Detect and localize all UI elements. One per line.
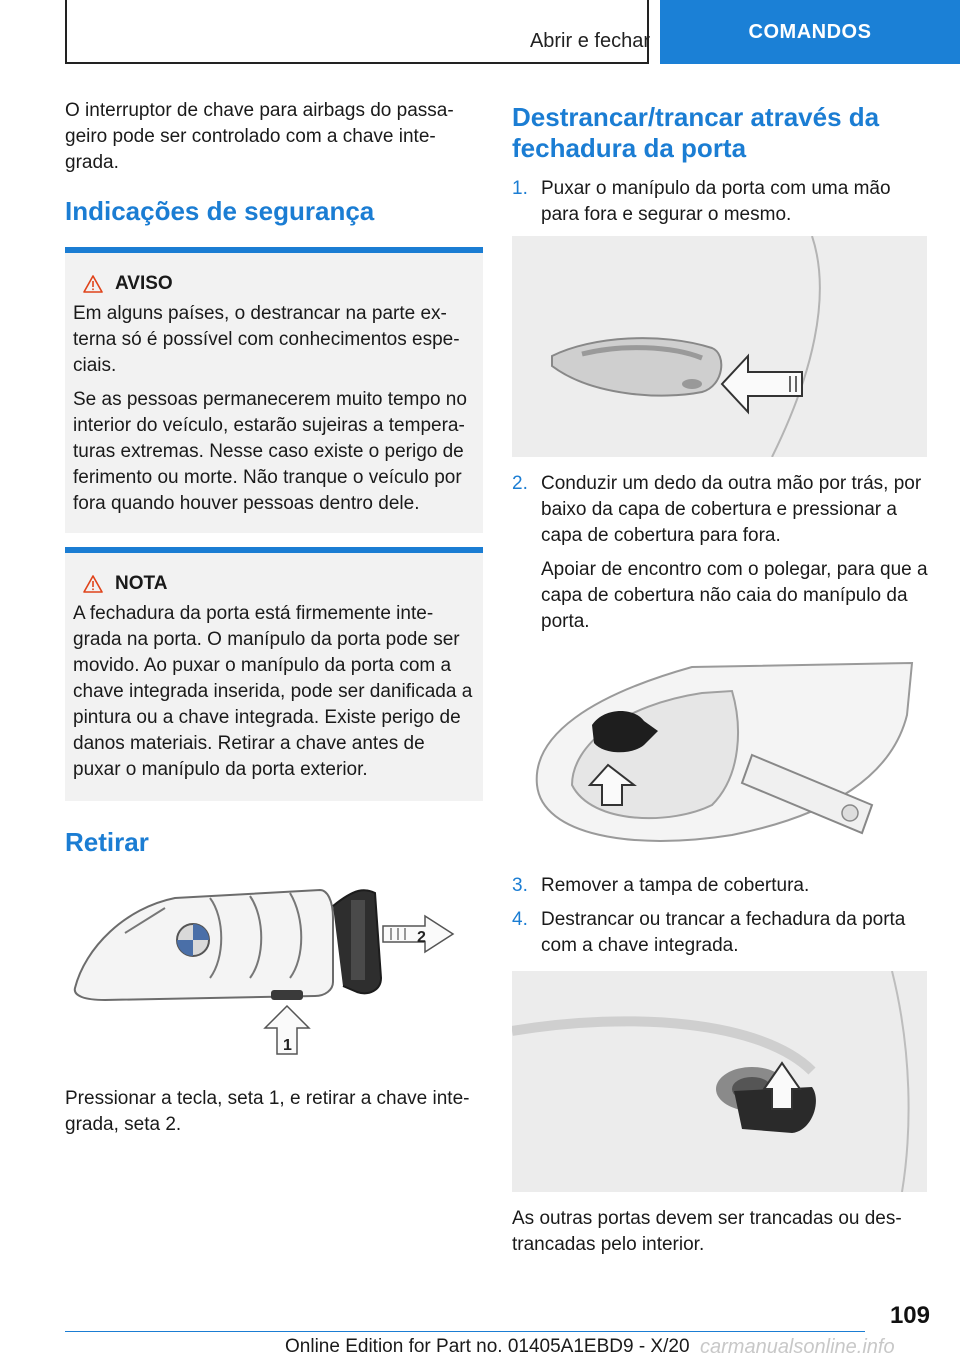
- warning-triangle-icon: [83, 575, 103, 593]
- step-number: 2.: [512, 473, 528, 494]
- step-item: [512, 873, 930, 899]
- steps-list-c: [512, 873, 930, 959]
- step-text: Remover a tampa de cobertura.: [541, 875, 810, 896]
- page-number: 109: [889, 1302, 930, 1329]
- warning-text-2: Se as pessoas permanecerem muito tempo no interior do veículo, estarão sujeiras a tempera-turas extremas. Nesse caso existe o perigo de ferimento ou morte. Não tranque o veículo por fora quando houver pessoas dentro dele.: [73, 389, 467, 514]
- warning-box-nota: [65, 547, 483, 801]
- step-number: 4.: [512, 909, 528, 930]
- header-left-rule: [65, 0, 67, 64]
- key-illustration: [65, 878, 483, 1068]
- step-number: 1.: [512, 178, 528, 199]
- arrow-1-label: 1: [283, 1037, 292, 1054]
- step-text: Puxar o manípulo da porta com uma mão para fora e segurar o mesmo.: [541, 178, 891, 225]
- header-section-title: Abrir e fechar: [529, 30, 650, 52]
- arrow-2-label: 2: [417, 929, 426, 946]
- right-column: [512, 102, 930, 1258]
- warning-text-1: Em alguns países, o destrancar na parte ex-terna só é possível com conhecimentos espe-ciais.: [73, 303, 460, 376]
- step-item: [512, 176, 930, 228]
- step-text-group: [541, 471, 930, 643]
- right-heading: Destrancar/trancar através da fechadura da porta: [512, 102, 880, 163]
- warning-box-aviso: [65, 247, 483, 533]
- cover-cap-illustration: [512, 655, 927, 855]
- steps-list-a: [512, 176, 930, 228]
- retirar-heading: Retirar: [65, 827, 149, 857]
- steps-list-b: [512, 471, 930, 643]
- intro-paragraph: O interruptor de chave para airbags do passa-geiro pode ser controlado com a chave inte-grada.: [65, 100, 454, 173]
- header-bottom-rule: [65, 62, 649, 64]
- retirar-text: Pressionar a tecla, seta 1, e retirar a chave inte-grada, seta 2.: [65, 1088, 470, 1135]
- door-handle-photo: [512, 236, 927, 457]
- step-number: 3.: [512, 875, 528, 896]
- header-chapter-tab: COMANDOS: [660, 0, 960, 64]
- step-subtext: Apoiar de encontro com o polegar, para que a capa de cobertura não caia do manípulo da porta.: [541, 559, 928, 632]
- footer-watermark: carmanualsonline.info: [700, 1336, 895, 1358]
- key-in-lock-photo: [512, 971, 927, 1192]
- safety-heading: Indicações de segurança: [65, 196, 375, 226]
- closing-text: As outras portas devem ser trancadas ou des-trancadas pelo interior.: [512, 1208, 902, 1255]
- nota-text: A fechadura da porta está firmemente inte-grada na porta. O manípulo da porta pode ser movido. Ao puxar o manípulo da porta com a chave integrada inserida, pode ser danificada a pintura ou a chave integrada. Existe perigo de danos materiais. Retirar a chave antes de puxar o manípulo da porta exterior.: [73, 603, 473, 780]
- nota-title: NOTA: [115, 573, 168, 594]
- warning-title-row: [73, 273, 473, 295]
- warning-title: AVISO: [115, 273, 173, 294]
- step-text: Destrancar ou trancar a fechadura da porta com a chave integrada.: [541, 909, 906, 956]
- step-item: [512, 907, 930, 959]
- footer-edition: Online Edition for Part no. 01405A1EBD9 - X/20: [285, 1336, 690, 1357]
- warning-triangle-icon: [83, 275, 103, 293]
- left-column: [65, 98, 483, 1138]
- step-text: Conduzir um dedo da outra mão por trás, por baixo da capa de cobertura e pressionar a capa de cobertura para fora.: [541, 473, 922, 546]
- nota-title-row: [73, 573, 473, 595]
- footer-rule: [65, 1331, 865, 1332]
- step-item: [512, 471, 930, 643]
